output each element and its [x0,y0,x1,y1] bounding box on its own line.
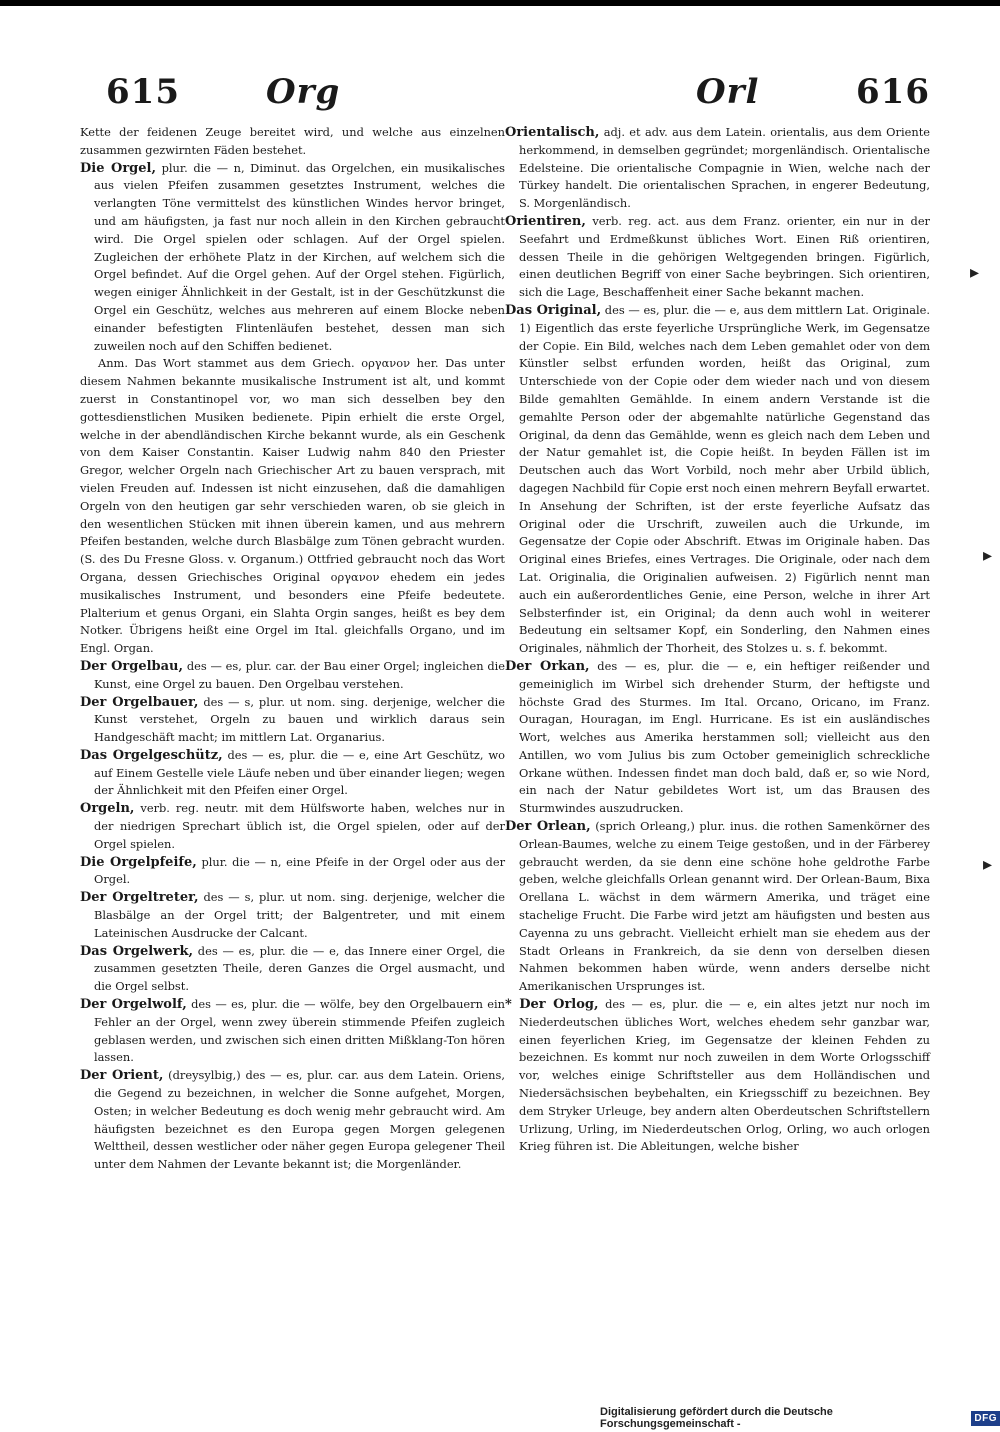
dictionary-entry [80,996,505,1067]
margin-mark: ▸ [970,262,980,283]
entry-text: des — es, plur. die — wölfe, bey den Orgelbauern ein Fehler an der Orgel, wenn zwey überein stimmende Pfeifen zugleich geblasen werden, und zwischen sich einen dritten Mißklang-Ton hören lassen. [94,997,506,1065]
entry-headword: Orgeln, [80,801,135,817]
footer-text: Digitalisierung gefördert durch die Deutsche Forschungsgemeinschaft - [600,1406,833,1430]
entry-headword: Der Orlean, [505,819,591,835]
entry-text: des — es, plur. die — e, ein altes jetzt nur noch im Niederdeutschen übliches Wort, welches ehedem sehr ganzbar war, einen feyerlichen Krieg, im Gegensatze der kleinen Fehden zu bezeichnen. Es kommt nur noch zuweilen in dem Worte Orlogsschiff vor, welches einige Schriftsteller aus dem Holländischen und Niedersächsischen beybehalten, ein Kriegsschiff zu bezeichnen. Bey dem Stryker Urleuge, bey andern alten Oberdeutschen Schriftstellern Urlizung, Urling, im Niederdeutschen Orlog, Orling, wo auch orlogen Krieg führen ist. Die Ableitungen, welche bisher [519,997,930,1154]
entry-headword: Der Orgelbauer, [80,694,199,710]
entry-headword: * Der Orlog, [505,997,599,1013]
dictionary-entry [505,302,930,658]
page-number-right: 616 [856,72,930,112]
dictionary-entry [80,800,505,853]
left-column [80,124,505,1174]
entry-headword: Das Orgelgeschütz, [80,747,223,763]
dictionary-entry [80,694,505,747]
entry-headword: Orientalisch, [505,125,600,140]
dictionary-entry [80,160,505,356]
dictionary-entry [505,818,930,996]
dictionary-entry [80,658,505,694]
entry-text: verb. reg. act. aus dem Franz. orienter, ein nur in der Seefahrt und Erdmeßkunst übliches Wort. Einen Riß orientiren, dessen Theile in die gehörigen Weltgegenden bringen. Figürlich, einen deutlichen Begriff von einer Sache beybringen. Sich orientiren, sich die Lage, Beschaffenheit einer Sache bekannt machen. [519,213,930,300]
margin-mark: ▸ [983,854,993,875]
entry-text: Kette der feidenen Zeuge bereitet wird, und welche aus einzelnen zusammen gezwirnten Fäden bestehet. [80,125,505,157]
catchword-right: Orl [696,72,760,112]
dictionary-entry [80,943,505,996]
entry-headword: Der Orkan, [505,658,590,674]
dictionary-entry [80,747,505,800]
entry-text: (dreysylbig,) des — es, plur. car. aus dem Latein. Oriens, die Gegend zu bezeichnen, in welcher die Sonne aufgehet, Morgen, Osten; in welcher Bedeutung es doch wenig mehr gebraucht wird. Am häufigsten bezeichnet es den Europa gegen Morgen gelegenen Welttheil, dessen westlicher oder näher gegen Europa gelegener Theil unter dem Nahmen der Levante bekannt ist; die Morgenländer. [94,1068,505,1172]
entry-headword: Die Orgel, [80,160,156,176]
dfg-logo: DFG [971,1411,1000,1426]
entry-text: plur. die — n, eine Pfeife in der Orgel oder aus der Orgel. [94,854,506,887]
entry-text: Anm. Das Wort stammet aus dem Griech. οργανον her. Das unter diesem Nahmen bekannte musikalische Instrument ist alt, und kommt zuerst in Constantinopel vor, wo man sich desselben bey den gottesdienstlichen Musiken bedienete. Pipin erhielt die erste Orgel, welche in der abendländischen Kirche bekannt wurde, als ein Geschenk von dem Kaiser Constantin. Kaiser Ludwig nahm 840 den Priester Gregor, welcher Orgeln nach Griechischer Art zu bauen versprach, mit vielen Freuden auf. Indessen ist nicht einzusehen, daß die damahligen Orgeln von den heutigen gar sehr verschieden waren, ob sie gleich in den wesentlichen Stücken mit ihnen überein kamen, und aus mehrern Pfeifen bestanden, welche durch Blasbälge zum Tönen gebracht wurden. (S. des Du Fresne Gloss. v. Organum.) Ottfried gebraucht noch das Wort Organa, dessen Griechisches Original οργανον ehedem ein jedes musikalisches Instrument, und besonders eine Pfeife bedeutete. Plalterium et genus Organi, ein Slahta Orgin sanges, heißt es bey dem Notker. Übrigens heißt eine Orgel im Ital. gleichfalls Organo, und im Engl. Organ. [80,356,505,656]
entry-headword: Das Orgelwerk, [80,943,194,959]
dictionary-entry [80,124,505,160]
entry-headword: Das Original, [505,302,602,318]
dictionary-entry [505,658,930,818]
entry-headword: Der Orgelbau, [80,658,184,674]
dictionary-entry [505,996,930,1156]
dictionary-entry [80,854,505,890]
entry-headword: Der Orgeltreter, [80,890,199,906]
dictionary-entry [80,889,505,942]
entry-headword: Die Orgelpfeife, [80,854,197,870]
catchword-left: Org [266,72,341,112]
entry-text: adj. et adv. aus dem Latein. orientalis, aus dem Oriente herkommend, in demselben gegründet; morgenländisch. Orientalische Edelsteine. Die orientalische Compagnie in Wien, welche nach der Türkey handelt. Die orientalischen Sprachen, in engerer Bedeutung, S. Morgenländisch. [519,125,931,211]
entry-text: (sprich Orleang,) plur. inus. die rothen Samenkörner des Orlean-Baumes, welche zu einem Teige gestoßen, und in der Färberey gebraucht werden, da sie denn eine schöne hohe geldrothe Farbe geben, welche gleichfalls Orlean genannt wird. Der Orlean-Baum, Bixa Orellana L. wächst in dem wärmern Amerika, und träget eine stachelige Frucht. Die Farbe wird jetzt am häufigsten und besten aus Cayenna zu uns gebracht. Vielleicht erhielt man sie ehedem aus der Stadt Orleans in Frankreich, da sie denn von derselben diesen Nahmen bekommen haben würde, wenn anders derselbe nicht Amerikanischen Ursprunges ist. [519,819,931,994]
entry-text: verb. reg. neutr. mit dem Hülfsworte haben, welches nur in der niedrigen Sprechart üblich ist, die Orgel spielen, oder auf der Orgel spielen. [94,801,506,851]
entry-text: plur. die — n, Diminut. das Orgelchen, ein musikalisches aus vielen Pfeifen zusammen gesetztes Instrument, welches die verlangten Töne vermittelst des künstlichen Windes hervor bringet, und am häufigsten, ja fast nur noch allein in den Kirchen gebraucht wird. Die Orgel spielen oder schlagen. Auf der Orgel spielen. Zugleichen der erhöhete Platz in der Kirchen, auf welchem sich die Orgel befindet. Auf die Orgel gehen. Auf der Orgel stehen. Figürlich, wegen einiger Ähnlichkeit in der Gestalt, ist in der Geschützkunst die Orgel ein Geschütz, welches aus mehreren auf einem Blocke neben einander befestigten Flintenläufen bestehet, dessen man sich zuweilen noch auf den Schiffen bedienet. [94,160,505,353]
entry-headword: Der Orgelwolf, [80,997,187,1013]
entry-text: des — es, plur. die — e, das Innere einer Orgel, die zusammen gesetzten Theile, deren Ganzes die Orgel ausmacht, und die Orgel selbst. [94,943,505,994]
entry-headword: Der Orient, [80,1068,164,1084]
page-header [96,72,930,122]
entry-text: des — es, plur. die — e, ein heftiger reißender und gemeiniglich im Wirbel sich drehender Sturm, der heftigste und höchste Grad des Sturmes. Im Ital. Orcano, Oricano, im Franz. Ouragan, Houragan, im Engl. Hurricane. Es ist ein ausländisches Wort, welches aus Amerika herstammen soll; vielleicht aus den Antillen, wo vom Julius bis zum October gemeiniglich schreckliche Orkane wüthen. Indessen findet man doch bald, daß er, so wie Nord, ein nach der Natur gebildetes Wort ist, um das Brausen des Sturmwindes auszudrucken. [519,658,930,816]
entry-text: des — s, plur. ut nom. sing. derjenige, welcher die Kunst verstehet, Orgeln zu bauen und wirklich daraus sein Handgeschäft macht; im mittlern Lat. Organarius. [94,694,506,745]
dictionary-entry [505,124,930,213]
dictionary-entry [80,355,505,658]
scan-top-edge [0,0,1000,40]
footer-credit [600,1408,1000,1428]
entry-text: des — es, plur. die — e, aus dem mittlern Lat. Originale. 1) Eigentlich das erste feyerliche Ursprüngliche Werk, im Gegensatze der Copie. Ein Bild, welches nach dem Leben gemahlet oder von dem Künstler selbst erfunden worden, heißt das Original, zum Unterschiede von der Copie oder dem wieder nach und von diesem Bilde gemahlten Gemählde. In einem andern Verstande ist die gemahlte Person oder der abgemahlte natürliche Gegenstand das Original, da denn das Gemählde, wenn es gleich nach dem Leben und der Natur gemahlet ist, die Copie heißt. In beyden Fällen ist im Deutschen auch das Wort Vorbild, noch mehr aber Urbild üblich, dagegen Nachbild für Copie erst noch einen mehrern Beyfall erwartet. In Ansehung der Schriften, ist der erste feyerliche Aufsatz das Original oder die Urschrift, zuweilen auch die Urkunde, im Gegensatze der Copie oder Abschrift. Etwas im Originale haben. Das Original eines Briefes, eines Vertrages. Die Originale, oder nach dem Lat. Originalia, die Originalien aufweisen. 2) Figürlich nennt man auch ein außerordentliches Genie, eine Person, welche in ihrer Art Selbsterfinder ist, ein Original; da denn auch wohl in weiterer Bedeutung ein seltsamer Kopf, ein Sonderling, den Nahmen eines Originales, nähmlich der Thorheit, des Stolzes u. s. f. bekommt. [519,302,930,656]
entry-text: des — es, plur. die — e, eine Art Geschütz, wo auf Einem Gestelle viele Läufe neben und über einander liegen; wegen der Ähnlichkeit mit den Pfeifen einer Orgel. [94,747,505,798]
margin-mark: ▸ [983,545,993,566]
right-column [505,124,930,1156]
entry-text: des — es, plur. car. der Bau einer Orgel; ingleichen die Kunst, eine Orgel zu bauen. Den Orgelbau verstehen. [94,658,505,691]
entry-text: des — s, plur. ut nom. sing. derjenige, welcher die Blasbälge an der Orgel tritt; der Balgentreter, und mit einem Lateinischen Ausdrucke der Calcant. [94,890,505,940]
dictionary-entry [505,213,930,302]
entry-headword: Orientiren, [505,213,586,229]
dictionary-entry [80,1067,505,1174]
page-number-left: 615 [106,72,180,112]
